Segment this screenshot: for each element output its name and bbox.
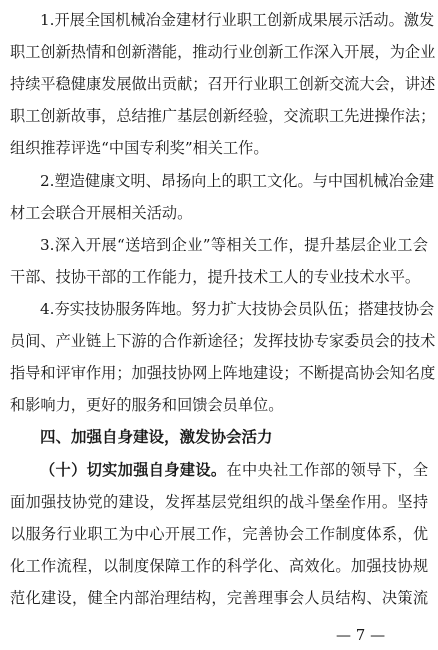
paragraph-1-line-2: 职工创新热情和创新潜能，推动行业创新工作深入开展，为企业 [10,43,436,62]
item-10-line-2: 面加强技协党的建设，发挥基层党组织的战斗堡垒作用。坚持 [10,492,428,511]
paragraph-4-line-1: 4.夯实技协服务阵地。努力扩大技协会员队伍；搭建技协会 [40,299,435,318]
page-number: — 7 — [336,626,386,644]
paragraph-1-line-5: 组织推荐评选“中国专利奖”相关工作。 [10,139,269,158]
section-heading: 四、加强自身建设，激发协会活力 [40,428,273,447]
paragraph-1-line-3: 持续平稳健康发展做出贡献；召开行业职工创新交流大会，讲述 [10,75,436,94]
paragraph-1-line-1: 1.开展全国机械冶金建材行业职工创新成果展示活动。激发 [40,11,435,29]
paragraph-3-line-2: 干部、技协干部的工作能力，提升技术工人的专业技术水平。 [10,267,421,286]
item-10-first-text: 在中央社工作部的领导下，全 [226,460,429,479]
paragraph-4-line-4: 和影响力，更好的服务和回馈会员单位。 [10,396,284,415]
paragraph-4-line-2: 员间、产业链上下游的合作新途径；发挥技协专家委员会的技术 [10,332,436,351]
paragraph-1-line-4: 职工创新故事，总结推广基层创新经验，交流职工先进操作法； [10,107,436,126]
item-10-line-4: 化工作流程，以制度保障工作的科学化、高效化。加强技协规 [10,556,428,575]
item-10-line-1 [40,460,428,480]
item-10-line-5: 范化建设，健全内部治理结构，完善理事会人员结构、决策流 [10,588,428,607]
paragraph-4-line-3: 指导和评审作用；加强技协网上阵地建设；不断提高协会知名度 [10,364,436,383]
paragraph-2-line-1: 2.塑造健康文明、昂扬向上的职工文化。与中国机械冶金建 [40,171,435,190]
item-10-line-3: 以服务行业职工为中心开展工作，完善协会工作制度体系，优 [10,524,428,543]
item-10-lead: （十）切实加强自身建设。 [40,460,227,479]
paragraph-2-line-2: 材工会联合开展相关活动。 [10,203,193,222]
paragraph-3-line-1: 3.深入开展“送培到企业”等相关工作，提升基层企业工会 [40,235,428,254]
